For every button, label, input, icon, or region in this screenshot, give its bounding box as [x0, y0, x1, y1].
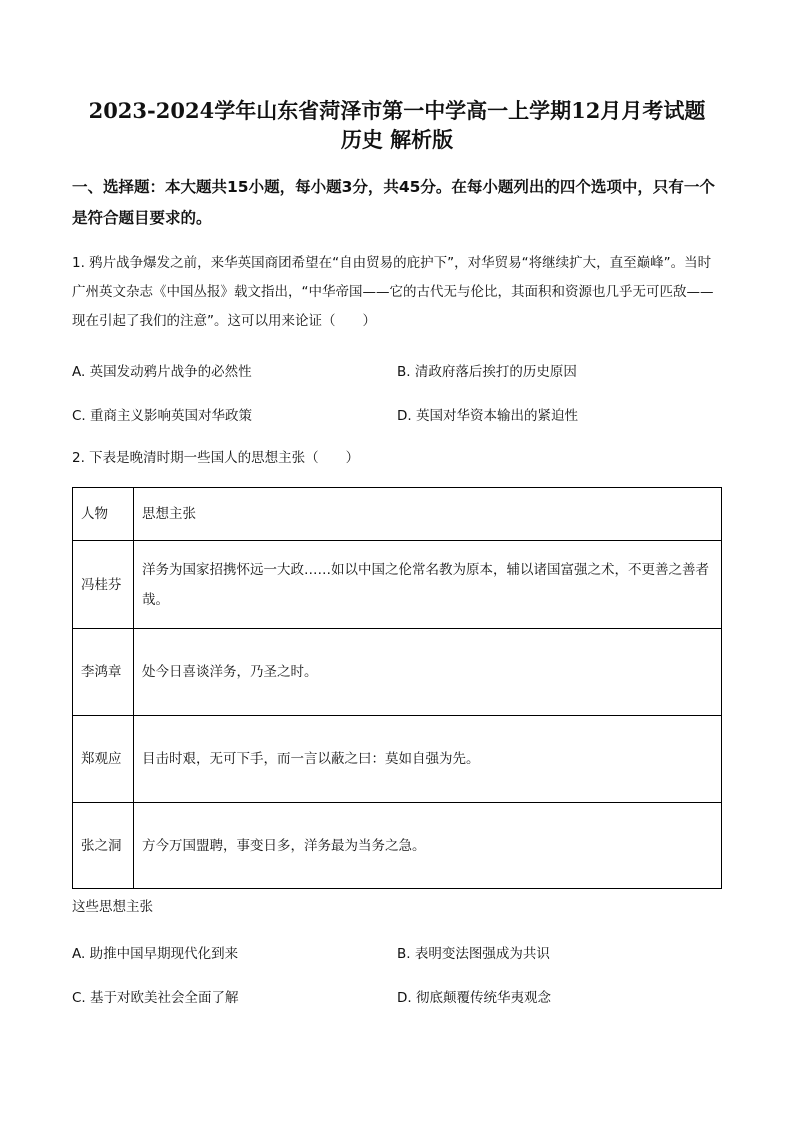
table-cell-person: 郑观应 [73, 716, 134, 803]
table-row [73, 541, 722, 629]
question-1-option-a: A. 英国发动鸦片战争的必然性 [72, 364, 252, 380]
table-header-row [73, 488, 722, 541]
table-header-person: 人物 [73, 488, 134, 541]
table-cell-thought: 洋务为国家招携怀远一大政……如以中国之伦常名教为原本，辅以诸国富强之术，不更善之善者哉。 [134, 541, 722, 629]
document-title: 2023-2024学年山东省菏泽市第一中学高一上学期12月月考试题 [88, 98, 706, 123]
table-row [73, 629, 722, 716]
question-1-option-c: C. 重商主义影响英国对华政策 [72, 408, 253, 424]
table-row [73, 716, 722, 803]
table-cell-person: 张之洞 [73, 803, 134, 889]
table-header-thought: 思想主张 [134, 488, 722, 541]
document-subtitle: 历史 解析版 [340, 127, 454, 152]
question-2-option-b: B. 表明变法图强成为共识 [397, 946, 550, 962]
section-heading: 一、选择题：本大题共15小题，每小题3分，共45分。在每小题列出的四个选项中，只有一个是符合题目要求的。 [72, 178, 715, 227]
question-1-option-d: D. 英国对华资本输出的紧迫性 [397, 408, 578, 424]
question-2-option-c: C. 基于对欧美社会全面了解 [72, 990, 239, 1006]
question-2-stem: 2. 下表是晚清时期一些国人的思想主张（ ） [72, 450, 360, 466]
table-cell-thought: 处今日喜谈洋务，乃圣之时。 [134, 629, 722, 716]
thought-table [72, 487, 722, 889]
question-2-option-d: D. 彻底颠覆传统华夷观念 [397, 990, 551, 1006]
question-1-option-b: B. 清政府落后挨打的历史原因 [397, 364, 577, 380]
table-cell-person: 冯桂芬 [73, 541, 134, 629]
question-1-stem: 1. 鸦片战争爆发之前，来华英国商团希望在“自由贸易的庇护下”，对华贸易“将继续扩大，直至巅峰”。当时广州英文杂志《中国丛报》载文指出，“中华帝国——它的古代无与伦比，其面积和资源也几乎无可匹敌——现在引起了我们的注意”。这可以用来论证（ ） [72, 255, 714, 329]
table-row [73, 803, 722, 889]
table-cell-thought: 方今万国盟聘，事变日多，洋务最为当务之急。 [134, 803, 722, 889]
question-2-continuation: 这些思想主张 [72, 899, 153, 915]
question-2-option-a: A. 助推中国早期现代化到来 [72, 946, 239, 962]
table-cell-person: 李鸿章 [73, 629, 134, 716]
table-cell-thought: 目击时艰，无可下手，而一言以蔽之曰：莫如自强为先。 [134, 716, 722, 803]
